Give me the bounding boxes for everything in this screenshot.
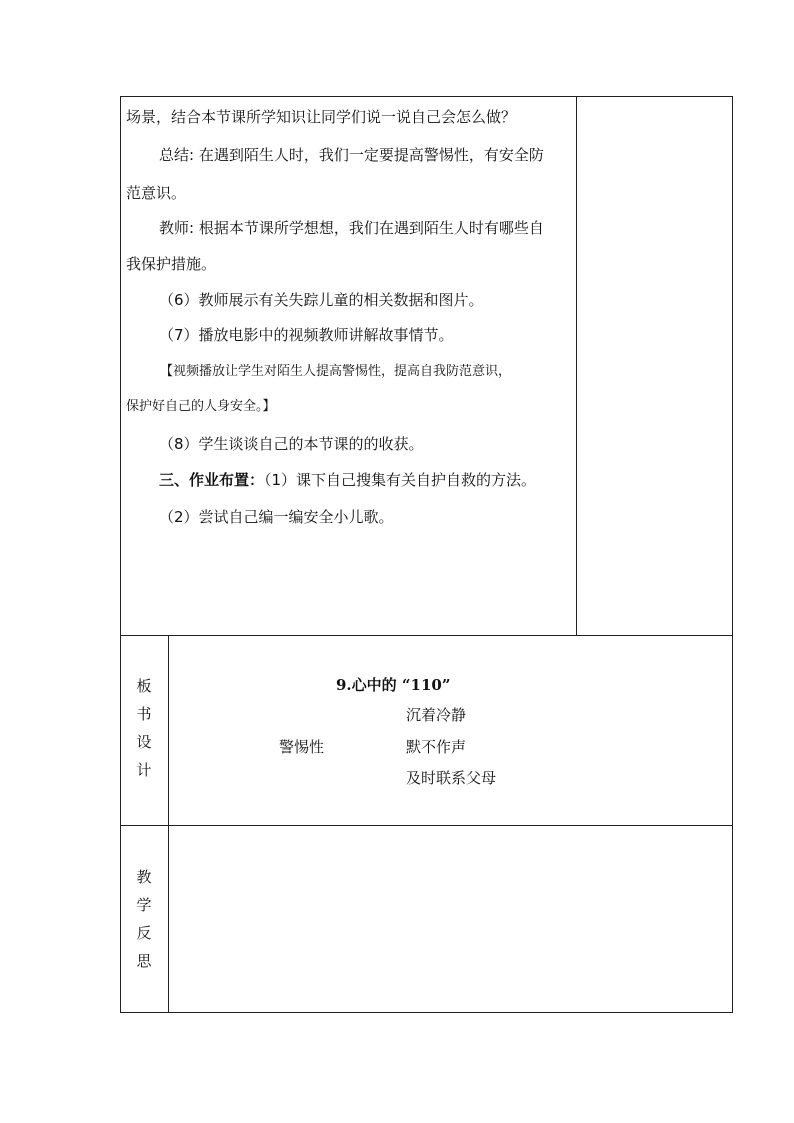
teaching-reflection-label: [120, 863, 168, 975]
board-item: 沉着冷静: [406, 706, 467, 724]
reflection-label-char: 反: [136, 924, 152, 942]
homework-item-1: （1）课下自己搜集有关自护自救的方法。: [264, 471, 537, 489]
board-item: 默不作声: [406, 738, 467, 756]
board-item: 及时联系父母: [406, 769, 497, 787]
table-border-right: [732, 96, 733, 1013]
board-label-char: 书: [136, 705, 152, 723]
board-title: 9.心中的 “110”: [336, 676, 451, 694]
row-divider-1: [120, 635, 733, 636]
reflection-label-char: 教: [136, 868, 152, 886]
homework-line1: [159, 470, 536, 490]
board-design-label: [120, 672, 168, 784]
board-label-char: 设: [136, 733, 152, 751]
reflection-label-char: 思: [136, 952, 152, 970]
column-divider-upper: [576, 96, 577, 635]
paragraph-scenario: 场景，结合本节课所学知识让同学们说一说自己会怎么做？: [126, 108, 517, 126]
label-column-divider: [168, 635, 169, 1013]
table-border-bottom: [120, 1012, 733, 1013]
design-note-line1: 【视频播放让学生对陌生人提高警惕性，提高自我防范意识，: [160, 364, 512, 379]
board-label-char: 计: [136, 761, 152, 779]
paragraph-step-7: （7）播放电影中的视频教师讲解故事情节。: [159, 326, 454, 344]
paragraph-step-6: （6）教师展示有关失踪儿童的相关数据和图片。: [159, 291, 484, 309]
homework-label: 三、作业布置：: [159, 471, 265, 489]
paragraph-step-8: （8）学生谈谈自己的本节课的的收获。: [159, 435, 424, 453]
design-note-line2: 保护好自己的人身安全。】: [126, 399, 276, 414]
paragraph-summary-line1: 总结: 在遇到陌生人时，我们一定要提高警惕性，有安全防: [159, 146, 544, 164]
table-border-top: [120, 96, 733, 97]
paragraph-teacher-line2: 我保护措施。: [126, 255, 217, 273]
board-label-char: 板: [136, 677, 152, 695]
paragraph-summary-line2: 范意识。: [126, 184, 187, 202]
paragraph-teacher-line1: 教师: 根据本节课所学想想，我们在遇到陌生人时有哪些自: [159, 219, 544, 237]
homework-item-2: （2）尝试自己编一编安全小儿歌。: [159, 508, 394, 526]
row-divider-2: [120, 825, 733, 826]
board-left-term: 警惕性: [279, 738, 325, 756]
reflection-label-char: 学: [136, 896, 152, 914]
